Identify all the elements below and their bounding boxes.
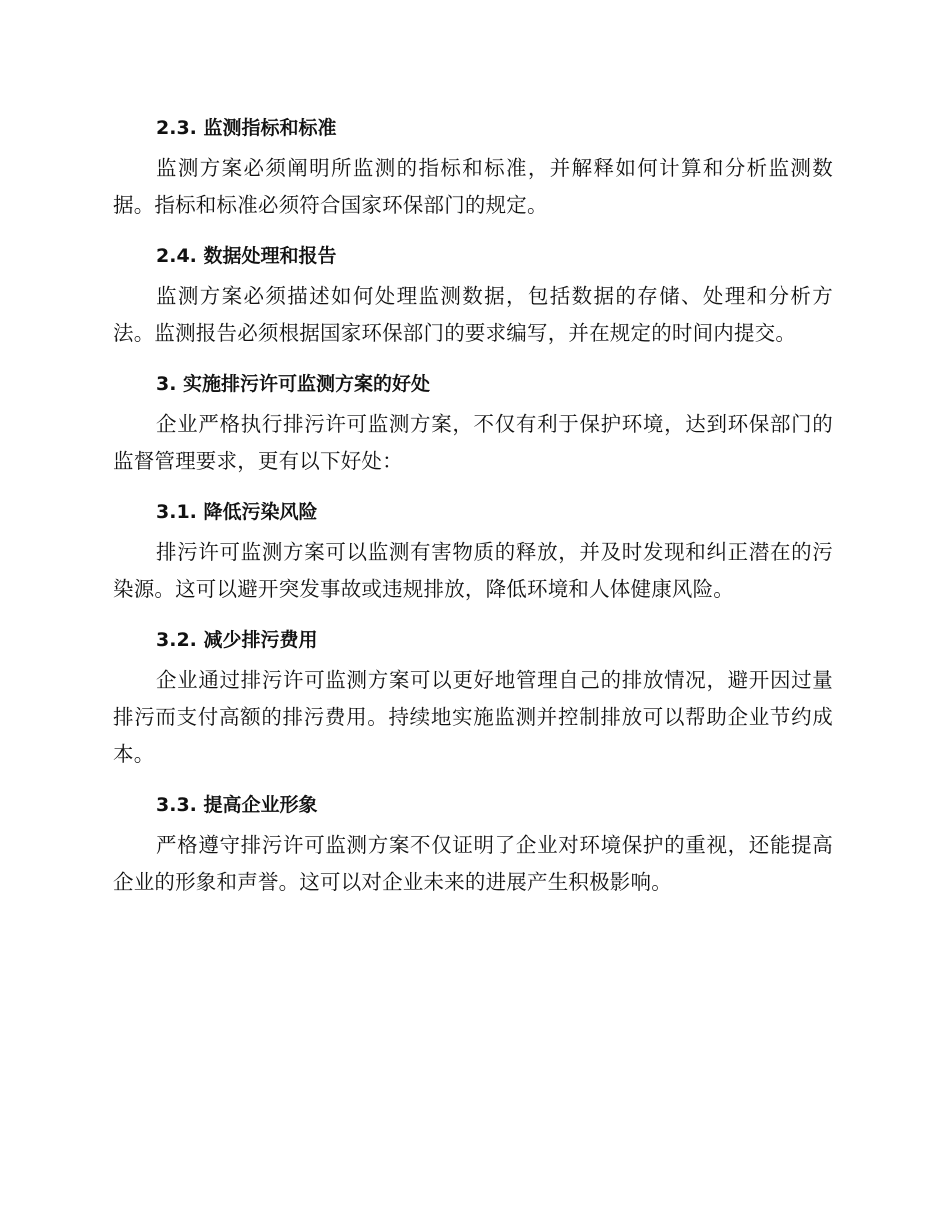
section-heading-2-3: 2.3. 监测指标和标准 bbox=[156, 117, 337, 139]
section-paragraph-3-2: 企业通过排污许可监测方案可以更好地管理自己的排放情况，避开因过量排污而支付高额的排污费用。持续地实施监测并控制排放可以帮助企业节约成本。 bbox=[113, 668, 833, 766]
section-paragraph-2-3: 监测方案必须阐明所监测的指标和标准，并解释如何计算和分析监测数据。指标和标准必须符合国家环保部门的规定。 bbox=[113, 156, 833, 217]
document-page bbox=[113, 108, 833, 913]
section-heading-2-4: 2.4. 数据处理和报告 bbox=[156, 245, 337, 267]
section-paragraph-3-1: 排污许可监测方案可以监测有害物质的释放，并及时发现和纠正潜在的污染源。这可以避开突发事故或违规排放，降低环境和人体健康风险。 bbox=[113, 540, 833, 601]
section-heading-3-1: 3.1. 降低污染风险 bbox=[156, 501, 318, 523]
section-paragraph-3-3: 严格遵守排污许可监测方案不仅证明了企业对环境保护的重视，还能提高企业的形象和声誉。这可以对企业未来的进展产生积极影响。 bbox=[113, 833, 833, 894]
section-heading-3-3: 3.3. 提高企业形象 bbox=[156, 794, 318, 816]
section-heading-3-2: 3.2. 减少排污费用 bbox=[156, 629, 318, 651]
section-paragraph-2-4: 监测方案必须描述如何处理监测数据，包括数据的存储、处理和分析方法。监测报告必须根据国家环保部门的要求编写，并在规定的时间内提交。 bbox=[113, 284, 833, 345]
section-paragraph-3: 企业严格执行排污许可监测方案，不仅有利于保护环境，达到环保部门的监督管理要求，更有以下好处： bbox=[113, 412, 833, 473]
section-heading-3: 3. 实施排污许可监测方案的好处 bbox=[156, 373, 431, 395]
